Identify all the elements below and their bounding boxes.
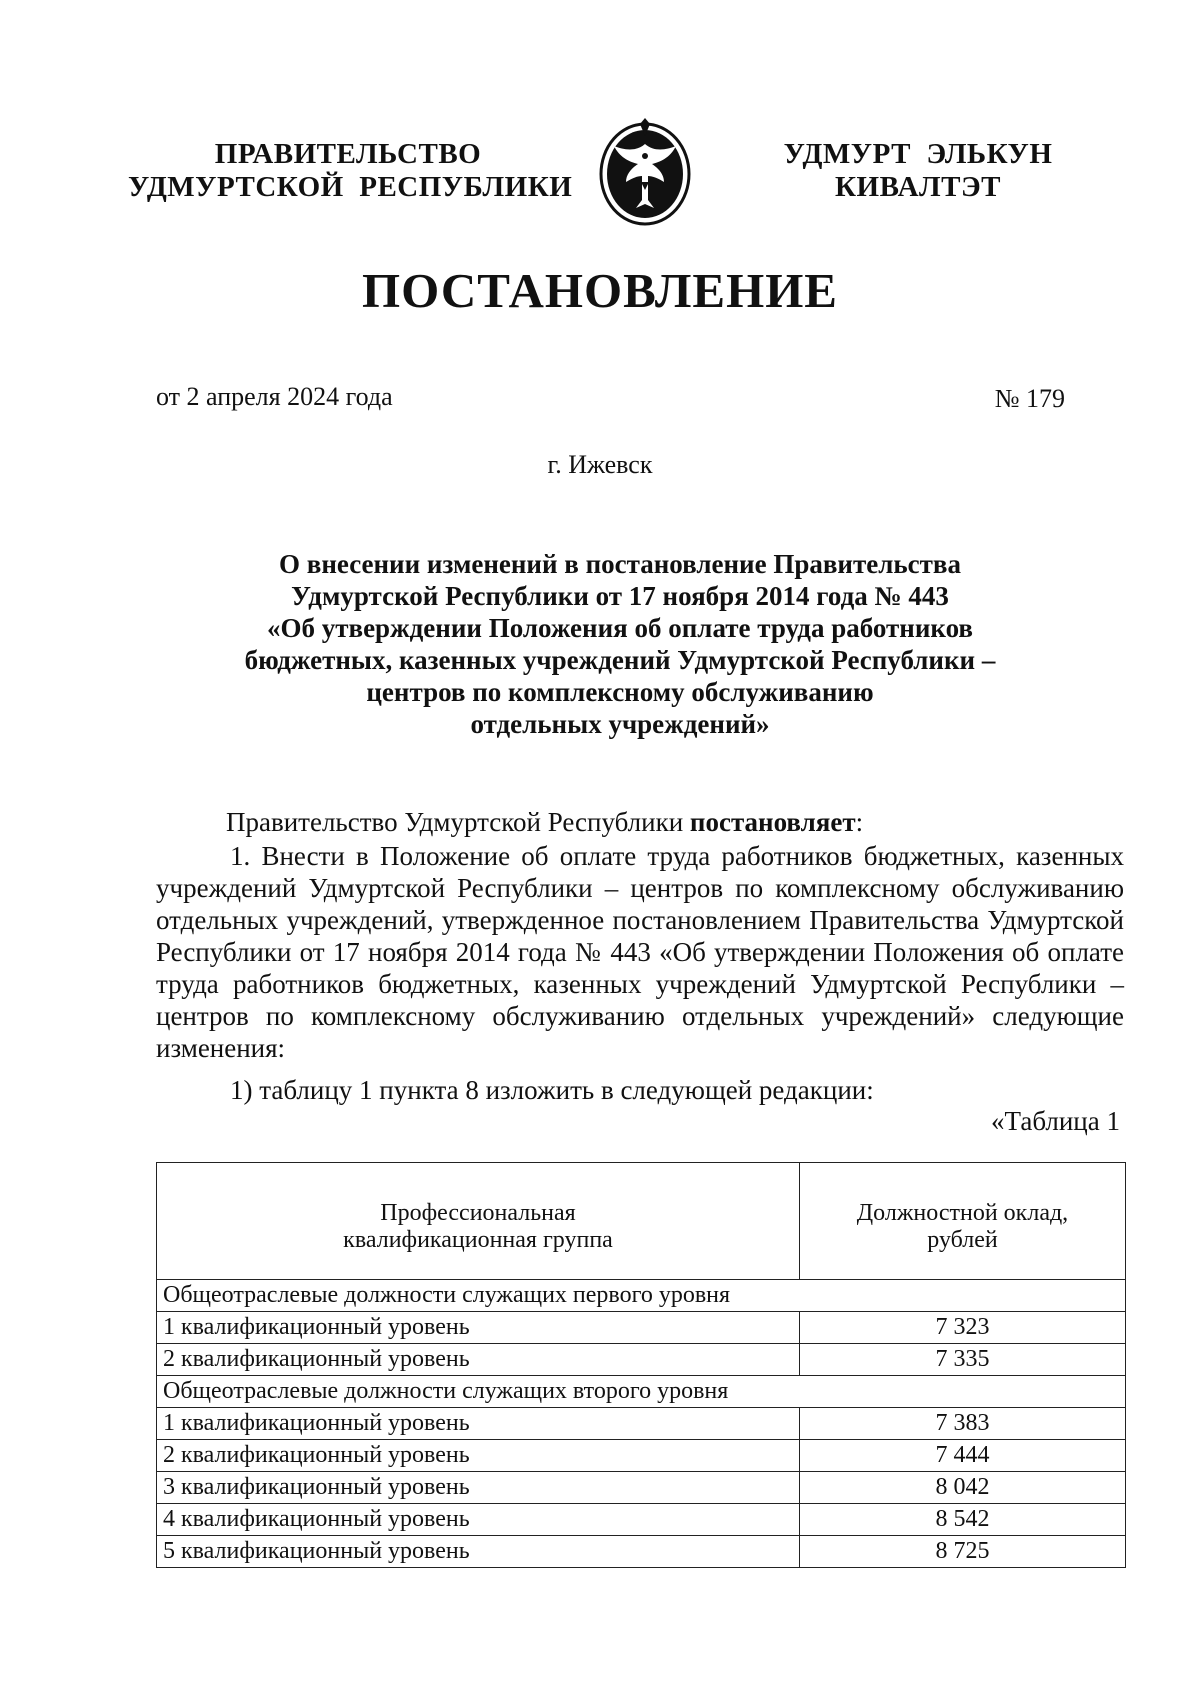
government-name-udmurt-line-2: КИВАЛТЭТ [834,171,1001,203]
header-qualification-group [157,1163,800,1280]
qualification-level: 3 квалификационный уровень [157,1472,800,1504]
sub-item-1: 1) таблицу 1 пункта 8 изложить в следующей редакции: [230,1075,874,1105]
header-line: рублей [927,1227,998,1253]
header-line: Должностной оклад, [856,1200,1069,1226]
document-date: от 2 апреля 2024 года [156,382,393,411]
title-line: центров по комплексному обслуживанию [366,677,874,707]
table-row [157,1312,1126,1344]
table-row [157,1408,1126,1440]
table-row [157,1536,1126,1568]
table-row [157,1344,1126,1376]
salary-amount: 7 335 [800,1344,1126,1376]
government-name-udmurt-line-1: УДМУРТ ЭЛЬКУН [783,138,1053,170]
table-row [157,1440,1126,1472]
intro-colon: : [855,807,864,837]
header-line: квалификационная группа [343,1227,613,1253]
title-line: бюджетных, казенных учреждений Удмуртской Республики – [244,645,996,675]
government-name-line-1: ПРАВИТЕЛЬСТВО [214,138,482,170]
salary-amount: 7 323 [800,1312,1126,1344]
intro-text: Правительство Удмуртской Республики [226,807,690,837]
paragraph-1-text: 1. Внести в Положение об оплате труда работников бюджетных, казенных учреждений Удмуртской Республики – центров по комплексному обслуживанию отдельных учреждений, утвержденное постановлением Правительства Удмуртской Республики от 17 ноября 2014 года № 443 «Об утверждении Положения об оплате труда работников бюджетных, казенных учреждений Удмуртской Республики – центров по комплексному обслуживанию отдельных учреждений» следующие изменения: [156,841,1124,1063]
salary-amount: 8 042 [800,1472,1126,1504]
document-title [200,548,1040,740]
salary-amount: 8 542 [800,1504,1126,1536]
salary-table [156,1162,1126,1568]
qualification-level: 2 квалификационный уровень [157,1440,800,1472]
title-line: отдельных учреждений» [470,709,770,739]
document-city: г. Ижевск [547,450,653,479]
government-name-line-2: УДМУРТСКОЙ РЕСПУБЛИКИ [128,171,573,203]
qualification-level: 1 квалификационный уровень [157,1312,800,1344]
qualification-level: 2 квалификационный уровень [157,1344,800,1376]
title-line: Удмуртской Республики от 17 ноября 2014 года № 443 [291,581,949,611]
udmurt-emblem-icon [596,116,694,228]
qualification-level: 4 квалификационный уровень [157,1504,800,1536]
table-group-row [157,1280,1126,1312]
government-name-udmurt [768,138,1068,204]
header-salary [800,1163,1126,1280]
group-name: Общеотраслевые должности служащих первого уровня [157,1280,1126,1312]
title-line: О внесении изменений в постановление Правительства [279,549,961,579]
document-number: № 179 [994,384,1065,413]
table-header-row [157,1163,1126,1280]
table-row [157,1504,1126,1536]
paragraph-1 [156,840,1124,1064]
table-caption: «Таблица 1 [991,1106,1120,1136]
document-type-heading: ПОСТАНОВЛЕНИЕ [362,263,838,318]
intro-bold-verb: постановляет [689,807,856,837]
salary-amount: 7 383 [800,1408,1126,1440]
salary-amount: 8 725 [800,1536,1126,1568]
qualification-level: 5 квалификационный уровень [157,1536,800,1568]
qualification-level: 1 квалификационный уровень [157,1408,800,1440]
title-line: «Об утверждении Положения об оплате труда работников [266,613,974,643]
government-name-russian [128,138,573,204]
table-row [157,1472,1126,1504]
group-name: Общеотраслевые должности служащих второго уровня [157,1376,1126,1408]
salary-amount: 7 444 [800,1440,1126,1472]
resolution-intro [226,806,1116,838]
table-group-row [157,1376,1126,1408]
header-line: Профессиональная [380,1200,576,1226]
